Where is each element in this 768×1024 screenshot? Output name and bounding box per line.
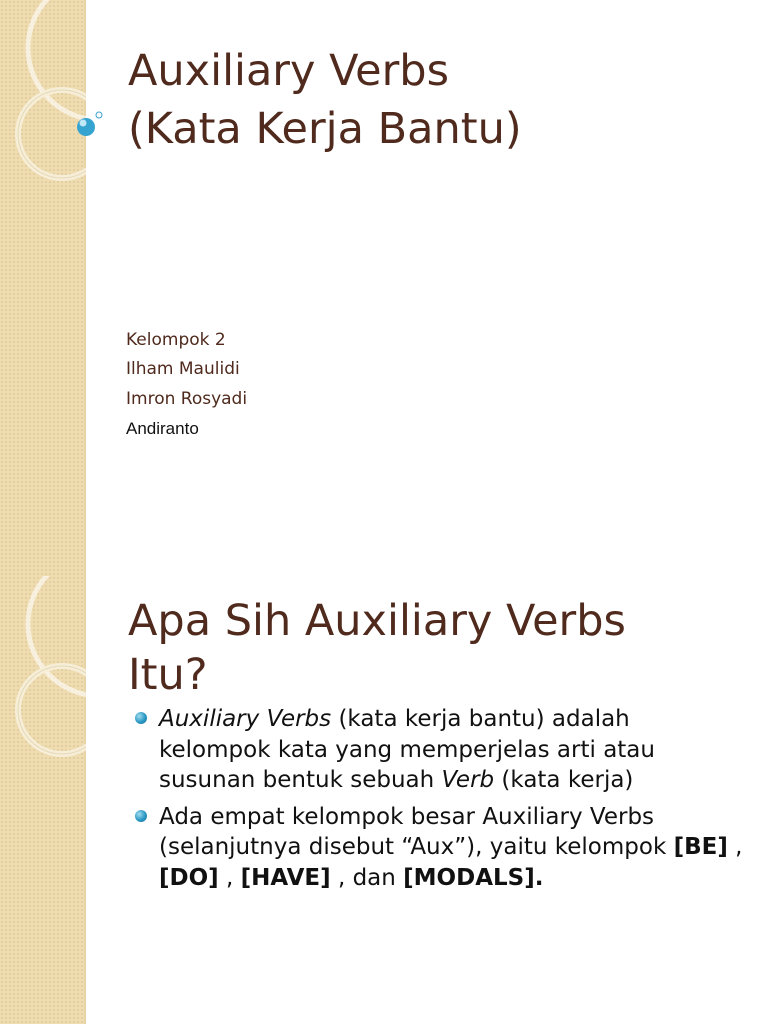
separator: , bbox=[727, 834, 743, 860]
title-line-1: Apa Sih Auxiliary Verbs bbox=[128, 596, 626, 646]
separator: , bbox=[218, 864, 241, 891]
slide-title bbox=[128, 42, 522, 158]
group-have: [HAVE] bbox=[240, 864, 331, 891]
subtitle-group-members bbox=[126, 326, 247, 443]
slide-title bbox=[128, 594, 626, 702]
bullet-text: Ada empat kelompok besar Auxiliary Verbs (selanjutnya disebut “Aux”), yaitu kelompok bbox=[159, 803, 674, 860]
member-name: Ilham Maulidi bbox=[126, 359, 240, 380]
decorative-beads bbox=[0, 0, 110, 150]
decorative-side-band bbox=[0, 576, 86, 1024]
bullet-item bbox=[134, 704, 744, 796]
group-modals: [MODALS]. bbox=[403, 864, 544, 891]
member-name: Imron Rosyadi bbox=[126, 388, 248, 409]
title-line-1: Auxiliary Verbs bbox=[128, 46, 450, 96]
slide-2 bbox=[0, 576, 768, 1024]
bullet-text: (kata kerja) bbox=[494, 767, 634, 793]
group-do: [DO] bbox=[159, 864, 219, 891]
group-be: [BE] bbox=[673, 834, 728, 860]
separator: , dan bbox=[330, 864, 404, 891]
title-line-2: Itu? bbox=[128, 650, 208, 700]
bullet-icon bbox=[135, 712, 147, 724]
title-line-2: (Kata Kerja Bantu) bbox=[128, 104, 522, 154]
bullet-item bbox=[134, 802, 744, 894]
bullet-list bbox=[134, 704, 744, 899]
decorative-rings bbox=[0, 576, 86, 1024]
group-name: Kelompok 2 bbox=[126, 330, 226, 350]
term-auxiliary-verbs: Auxiliary Verbs bbox=[159, 706, 332, 732]
term-verb: Verb bbox=[441, 767, 495, 793]
bullet-icon bbox=[135, 810, 147, 822]
member-name: Andiranto bbox=[126, 418, 199, 438]
bullet-text: (kata kerja bantu) adalah kelompok kata yang memperjelas arti atau susunan bentuk sebuah bbox=[159, 706, 655, 793]
